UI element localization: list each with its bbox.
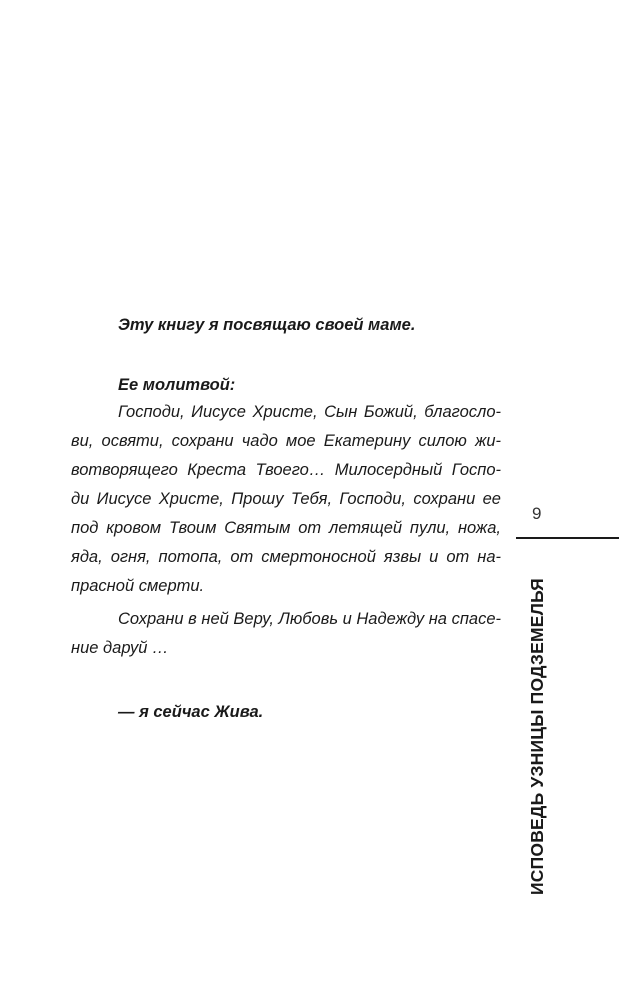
header-rule xyxy=(516,537,619,539)
prayer-line: ди Иисусе Христе, Прошу Тебя, Господи, сохрани ее xyxy=(71,490,501,508)
prayer-line: прасной смерти. xyxy=(71,577,205,595)
page-number: 9 xyxy=(532,504,542,523)
closing-text: — я сейчас Жива. xyxy=(118,703,264,721)
dedication-text: Эту книгу я посвящаю своей маме. xyxy=(118,316,416,334)
prayer-heading: Ее молитвой: xyxy=(118,376,236,394)
prayer-line: ви, освяти, сохрани чадо мое Екатерину силою жи- xyxy=(71,432,501,450)
running-title: ИСПОВЕДЬ УЗНИЦЫ ПОДЗЕМЕЛЬЯ xyxy=(527,578,547,895)
prayer-line: Сохрани в ней Веру, Любовь и Надежду на спасе- xyxy=(118,610,501,628)
prayer-line: яда, огня, потопа, от смертоносной язвы и от на- xyxy=(71,548,501,566)
prayer-line: вотворящего Креста Твоего… Милосердный Госпо- xyxy=(71,461,501,479)
prayer-line: Господи, Иисусе Христе, Сын Божий, благосло- xyxy=(118,403,501,421)
prayer-line: ние даруй … xyxy=(71,639,169,657)
prayer-line: под кровом Твоим Святым от летящей пули, ножа, xyxy=(71,519,501,537)
